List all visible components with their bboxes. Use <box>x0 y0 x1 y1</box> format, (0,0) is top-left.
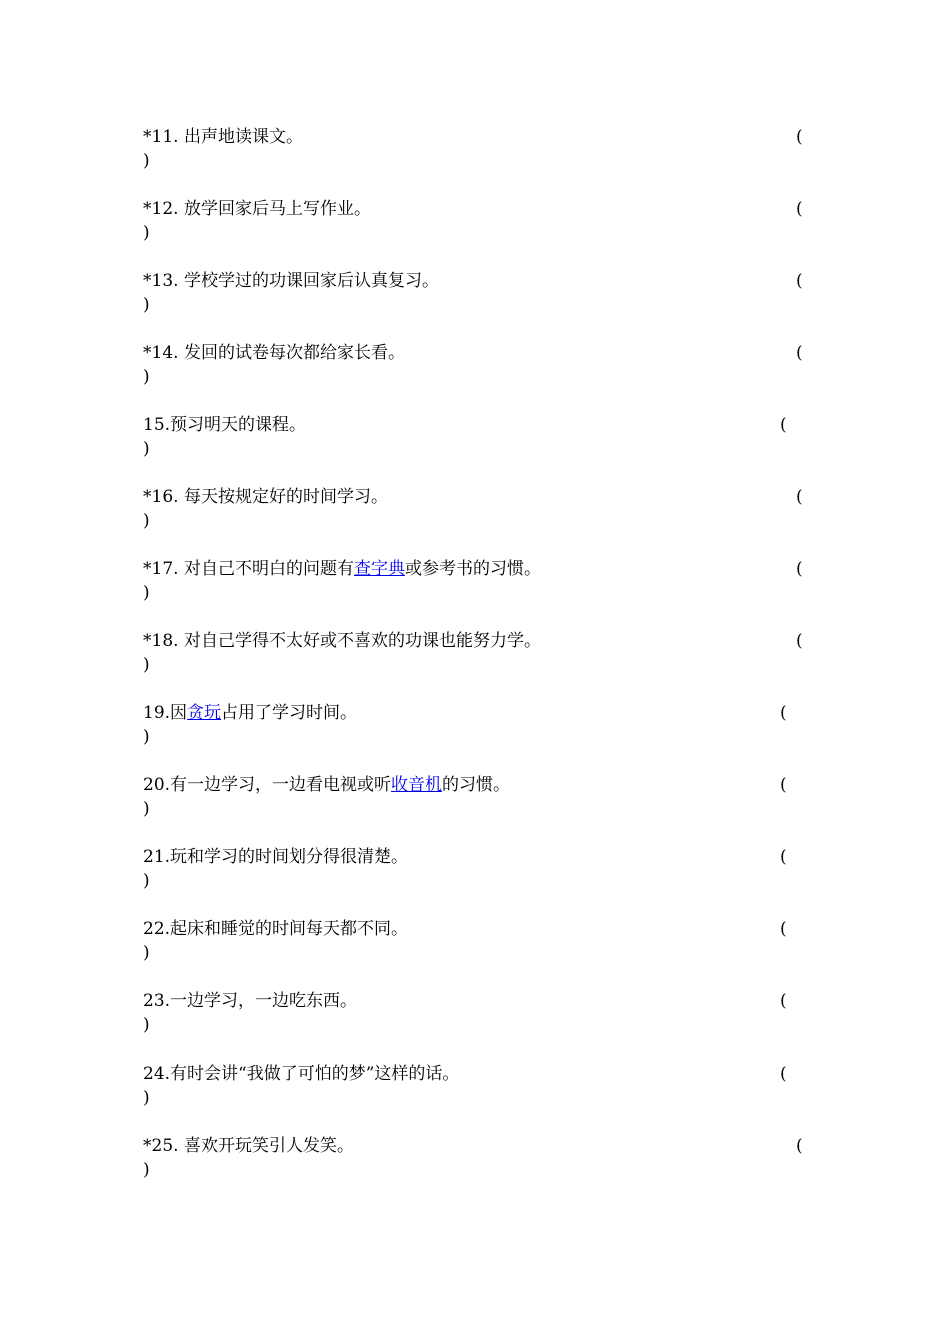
question-text <box>143 1062 459 1086</box>
answer-open-paren: ( <box>796 199 803 219</box>
question-text <box>143 269 439 293</box>
question-content-tail: 占用了学习时间。 <box>221 703 358 723</box>
question-item-25 <box>143 1134 823 1184</box>
question-item-21 <box>143 845 823 895</box>
question-text <box>143 1134 354 1158</box>
question-text <box>143 341 405 365</box>
question-content: 因 <box>170 703 188 723</box>
question-item-17 <box>143 557 823 607</box>
question-number: *16. <box>143 487 179 507</box>
question-content: 对自己不明白的问题有 <box>183 559 354 579</box>
question-content: 一边学习，一边吃东西。 <box>170 991 358 1011</box>
answer-close-paren: ) <box>143 439 150 459</box>
question-content: 起床和睡觉的时间每天都不同。 <box>170 919 409 939</box>
question-text <box>143 413 306 437</box>
answer-open-paren: ( <box>780 919 787 939</box>
question-text <box>143 845 408 869</box>
question-item-13 <box>143 269 823 319</box>
question-content: 放学回家后马上写作业。 <box>183 199 371 219</box>
question-number: *14. <box>143 343 179 363</box>
answer-close-paren: ) <box>143 151 150 171</box>
question-content: 学校学过的功课回家后认真复习。 <box>183 271 439 291</box>
answer-close-paren: ) <box>143 799 150 819</box>
radio-link[interactable]: 收音机 <box>391 775 443 795</box>
question-item-14 <box>143 341 823 391</box>
answer-close-paren: ) <box>143 655 150 675</box>
question-text <box>143 557 541 581</box>
question-number: *12. <box>143 199 179 219</box>
question-number: *11. <box>143 127 179 147</box>
question-item-20 <box>143 773 823 823</box>
answer-open-paren: ( <box>780 1064 787 1084</box>
question-item-24 <box>143 1062 823 1112</box>
answer-close-paren: ) <box>143 1088 150 1108</box>
answer-close-paren: ) <box>143 295 150 315</box>
answer-close-paren: ) <box>143 727 150 747</box>
answer-open-paren: ( <box>780 847 787 867</box>
question-number: 24. <box>143 1064 171 1084</box>
question-content: 每天按规定好的时间学习。 <box>183 487 388 507</box>
answer-open-paren: ( <box>780 775 787 795</box>
question-text <box>143 197 371 221</box>
answer-open-paren: ( <box>780 415 787 435</box>
answer-open-paren: ( <box>796 271 803 291</box>
question-number: *18. <box>143 631 179 651</box>
question-number: 22. <box>143 919 171 939</box>
answer-open-paren: ( <box>796 127 803 147</box>
question-content: 玩和学习的时间划分得很清楚。 <box>170 847 409 867</box>
question-item-12 <box>143 197 823 247</box>
question-content: 喜欢开玩笑引人发笑。 <box>183 1136 354 1156</box>
question-content-tail: 或参考书的习惯。 <box>404 559 541 579</box>
question-item-22 <box>143 917 823 967</box>
question-number: 21. <box>143 847 171 867</box>
question-content: 对自己学得不太好或不喜欢的功课也能努力学。 <box>183 631 541 651</box>
question-item-11 <box>143 125 823 175</box>
question-text <box>143 125 303 149</box>
answer-close-paren: ) <box>143 871 150 891</box>
answer-open-paren: ( <box>796 631 803 651</box>
question-number: 20. <box>143 775 171 795</box>
question-number: *25. <box>143 1136 179 1156</box>
question-number: 19. <box>143 703 171 723</box>
question-content: 出声地读课文。 <box>183 127 303 147</box>
dictionary-link[interactable]: 查字典 <box>353 559 405 579</box>
question-content: 发回的试卷每次都给家长看。 <box>183 343 405 363</box>
question-text <box>143 701 357 725</box>
question-number: *13. <box>143 271 179 291</box>
question-text <box>143 629 541 653</box>
answer-open-paren: ( <box>796 559 803 579</box>
answer-open-paren: ( <box>796 343 803 363</box>
question-content-tail: 的习惯。 <box>442 775 511 795</box>
question-text <box>143 917 408 941</box>
question-text <box>143 485 388 509</box>
question-content: 有时会讲“我做了可怕的梦”这样的话。 <box>170 1064 460 1084</box>
question-item-23 <box>143 989 823 1039</box>
answer-open-paren: ( <box>796 487 803 507</box>
tanwan-link[interactable]: 贪玩 <box>187 703 222 723</box>
answer-close-paren: ) <box>143 1160 150 1180</box>
answer-close-paren: ) <box>143 367 150 387</box>
question-content: 有一边学习，一边看电视或听 <box>170 775 392 795</box>
answer-close-paren: ) <box>143 511 150 531</box>
answer-close-paren: ) <box>143 1015 150 1035</box>
question-number: 23. <box>143 991 171 1011</box>
question-item-19 <box>143 701 823 751</box>
answer-open-paren: ( <box>780 703 787 723</box>
question-number: *17. <box>143 559 179 579</box>
answer-open-paren: ( <box>780 991 787 1011</box>
answer-close-paren: ) <box>143 583 150 603</box>
question-text <box>143 989 357 1013</box>
question-item-16 <box>143 485 823 535</box>
answer-close-paren: ) <box>143 223 150 243</box>
question-number: 15. <box>143 415 171 435</box>
question-text <box>143 773 510 797</box>
question-content: 预习明天的课程。 <box>170 415 307 435</box>
question-item-18 <box>143 629 823 679</box>
answer-close-paren: ) <box>143 943 150 963</box>
answer-open-paren: ( <box>796 1136 803 1156</box>
question-item-15 <box>143 413 823 463</box>
